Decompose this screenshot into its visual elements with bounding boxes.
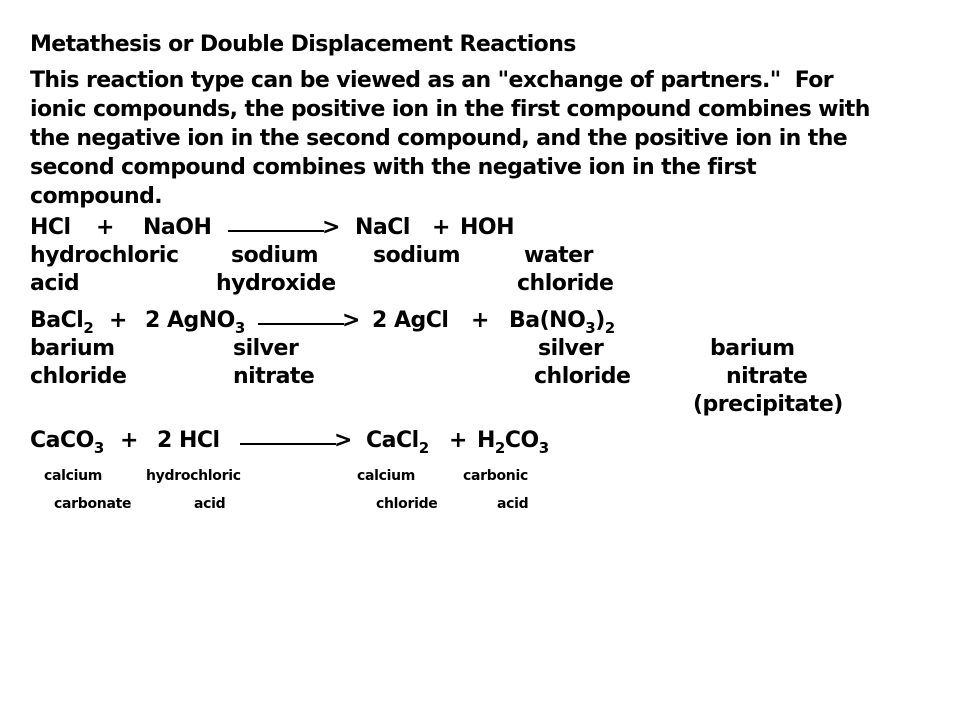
r2-name-silver: silver	[538, 336, 604, 361]
r3-plus-1: +	[120, 428, 138, 453]
r2-product-bano32	[509, 308, 615, 337]
r3-reactant-hcl: 2 HCl	[157, 428, 220, 453]
r1-arrow-shaft	[228, 230, 324, 232]
r3-name-acid: acid	[497, 496, 529, 512]
formula-text: H	[477, 428, 495, 453]
subscript: 2	[604, 319, 615, 337]
formula-text: )	[595, 308, 605, 333]
r3-plus-2: +	[449, 428, 467, 453]
r3-name-acid: acid	[194, 496, 226, 512]
r2-reactant-agno3	[145, 308, 245, 337]
r2-name-nitrate: nitrate	[726, 364, 808, 389]
r2-name-precipitate: (precipitate)	[693, 392, 843, 417]
intro-paragraph	[30, 66, 930, 211]
r1-name-sodium: sodium	[373, 243, 461, 268]
r1-name-hydroxide: hydroxide	[216, 271, 336, 296]
r2-reactant-bacl2	[30, 308, 94, 337]
formula-text: CaCO	[30, 428, 94, 453]
r2-name-barium: barium	[710, 336, 795, 361]
r2-name-chloride: chloride	[534, 364, 631, 389]
intro-line: ionic compounds, the positive ion in the first compound combines with	[30, 97, 870, 122]
intro-line: second compound combines with the negative ion in the first	[30, 155, 757, 180]
r2-name-silver: silver	[233, 336, 299, 361]
subscript: 3	[538, 439, 549, 457]
r3-arrow-head: >	[334, 428, 353, 453]
intro-line: This reaction type can be viewed as an "exchange of partners." For	[30, 68, 834, 93]
formula-text: BaCl	[30, 308, 84, 333]
r3-name-chloride: chloride	[376, 496, 438, 512]
r1-product-nacl: NaCl	[355, 215, 410, 240]
r3-name-calcium: calcium	[357, 468, 416, 484]
r1-plus-2: +	[432, 215, 450, 240]
intro-line: compound.	[30, 184, 162, 209]
r2-plus-2: +	[471, 308, 489, 333]
r3-product-h2co3	[477, 428, 549, 457]
formula-text: Ba(NO	[509, 308, 586, 333]
subscript: 2	[494, 439, 505, 457]
r3-name-hydrochloric: hydrochloric	[146, 468, 241, 484]
r2-arrow-shaft	[258, 323, 344, 325]
r2-name-chloride: chloride	[30, 364, 127, 389]
r1-plus-1: +	[96, 215, 114, 240]
r2-product-agcl: 2 AgCl	[372, 308, 449, 333]
subscript: 2	[418, 439, 429, 457]
r3-product-cacl2	[366, 428, 429, 457]
r3-name-carbonic: carbonic	[463, 468, 528, 484]
r3-name-carbonate: carbonate	[54, 496, 132, 512]
formula-text: CaCl	[366, 428, 419, 453]
r2-name-barium: barium	[30, 336, 115, 361]
intro-line: the negative ion in the second compound, and the positive ion in the	[30, 126, 848, 151]
r2-arrow-head: >	[342, 308, 361, 333]
r1-name-hydrochloric: hydrochloric	[30, 243, 179, 268]
subscript: 3	[234, 319, 245, 337]
r3-reactant-caco3	[30, 428, 104, 457]
r1-reactant-naoh: NaOH	[143, 215, 212, 240]
subscript: 2	[83, 319, 94, 337]
r1-name-water: water	[524, 243, 593, 268]
r1-reactant-hcl: HCl	[30, 215, 71, 240]
formula-text: CO	[504, 428, 539, 453]
subscript: 3	[93, 439, 104, 457]
r2-plus-1: +	[109, 308, 127, 333]
r1-name-chloride: chloride	[517, 271, 614, 296]
r1-product-hoh: HOH	[460, 215, 515, 240]
r3-name-calcium: calcium	[44, 468, 103, 484]
formula-text: 2 AgNO	[145, 308, 235, 333]
r3-arrow-shaft	[240, 443, 336, 445]
slide-title: Metathesis or Double Displacement Reactions	[30, 32, 576, 57]
r1-name-acid: acid	[30, 271, 80, 296]
r1-arrow-head: >	[322, 215, 341, 240]
r1-name-sodium: sodium	[231, 243, 319, 268]
r2-name-nitrate: nitrate	[233, 364, 315, 389]
subscript: 3	[585, 319, 596, 337]
